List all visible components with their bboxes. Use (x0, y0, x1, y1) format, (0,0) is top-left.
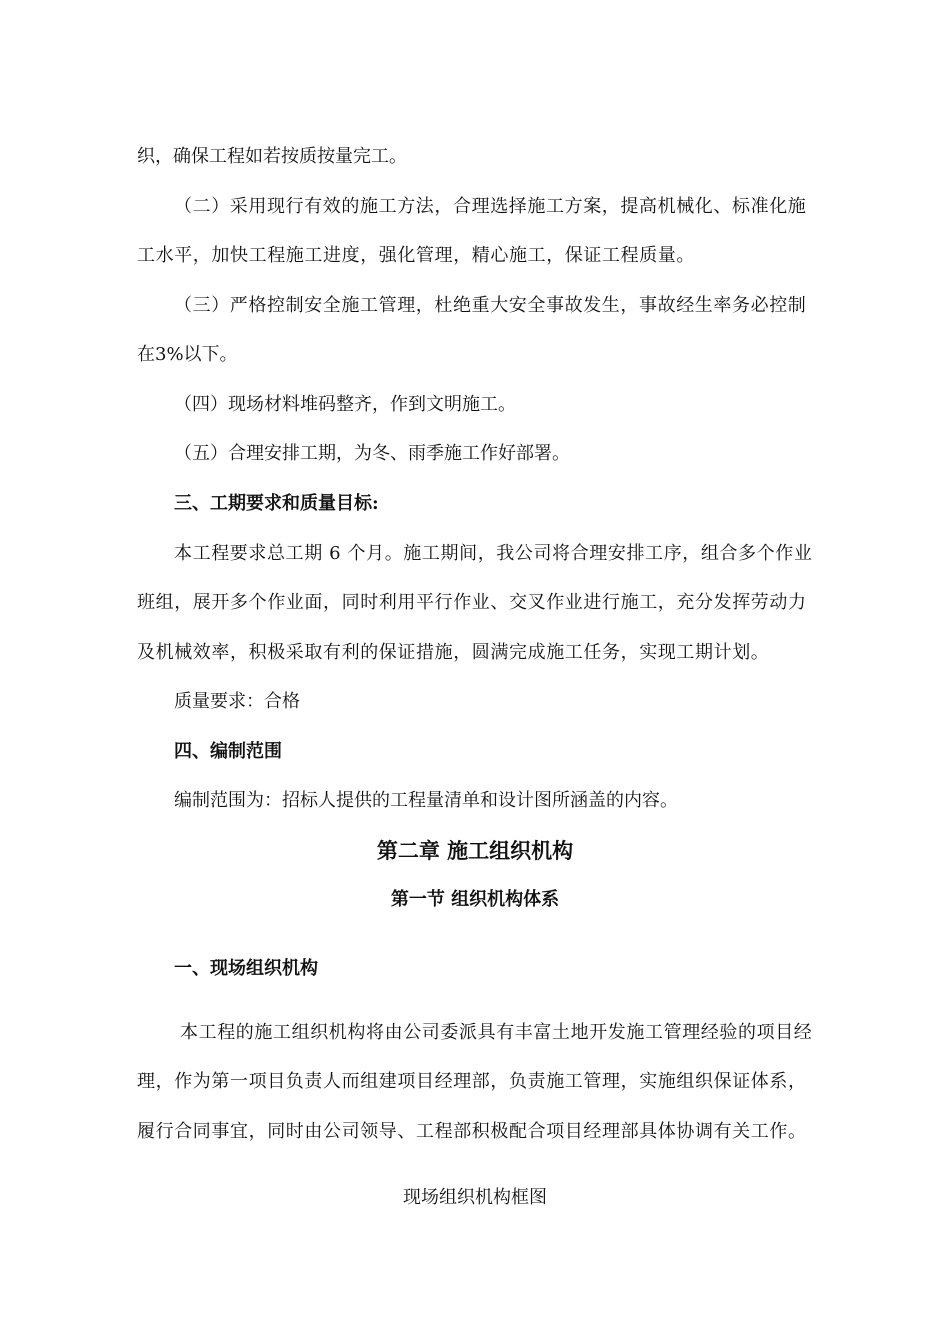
paragraph-line: （三）严格控制安全施工管理，杜绝重大安全事故发生，事故经生率务必控制 (174, 295, 807, 316)
section-heading: 三、工期要求和质量目标: (174, 493, 379, 514)
paragraph-line: 工水平，加快工程施工进度，强化管理，精心施工，保证工程质量。 (137, 245, 695, 266)
paragraph-line: 及机械效率，积极采取有利的保证措施，圆满完成施工任务，实现工期计划。 (137, 642, 770, 663)
paragraph-line: 履行合同事宜，同时由公司领导、工程部积极配合项目经理部具体协调有关工作。 (137, 1121, 807, 1142)
paragraph-line: 班组，展开多个作业面，同时利用平行作业、交叉作业进行施工，充分发挥劳动力 (137, 592, 807, 613)
paragraph-line: 理，作为第一项目负责人而组建项目经理部，负责施工管理，实施组织保证体系， (137, 1071, 807, 1092)
paragraph-line: 本工程的施工组织机构将由公司委派具有丰富土地开发施工管理经验的项目经 (180, 1022, 813, 1043)
paragraph-line: 本工程要求总工期 6 个月。施工期间，我公司将合理安排工序，组合多个作业 (174, 543, 813, 564)
paragraph-line: （四）现场材料堆码整齐，作到文明施工。 (174, 394, 516, 415)
paragraph-line: 质量要求：合格 (174, 691, 300, 712)
paragraph-line: （五）合理安排工期，为冬、雨季施工作好部署。 (174, 443, 570, 464)
paragraph-line: 编制范围为：招标人提供的工程量清单和设计图所涵盖的内容。 (174, 790, 678, 811)
chapter-title: 第二章 施工组织机构 (376, 838, 574, 863)
paragraph-line: （二）采用现行有效的施工方法，合理选择施工方案，提高机械化、标准化施 (174, 196, 807, 217)
section-heading: 一、现场组织机构 (174, 958, 318, 979)
paragraph-line: 织，确保工程如若按质按量完工。 (137, 146, 407, 167)
paragraph-line: 在3%以下。 (137, 344, 238, 365)
figure-caption: 现场组织机构框图 (403, 1187, 547, 1208)
section-title: 第一节 组织机构体系 (390, 889, 560, 910)
section-heading: 四、编制范围 (174, 741, 282, 762)
